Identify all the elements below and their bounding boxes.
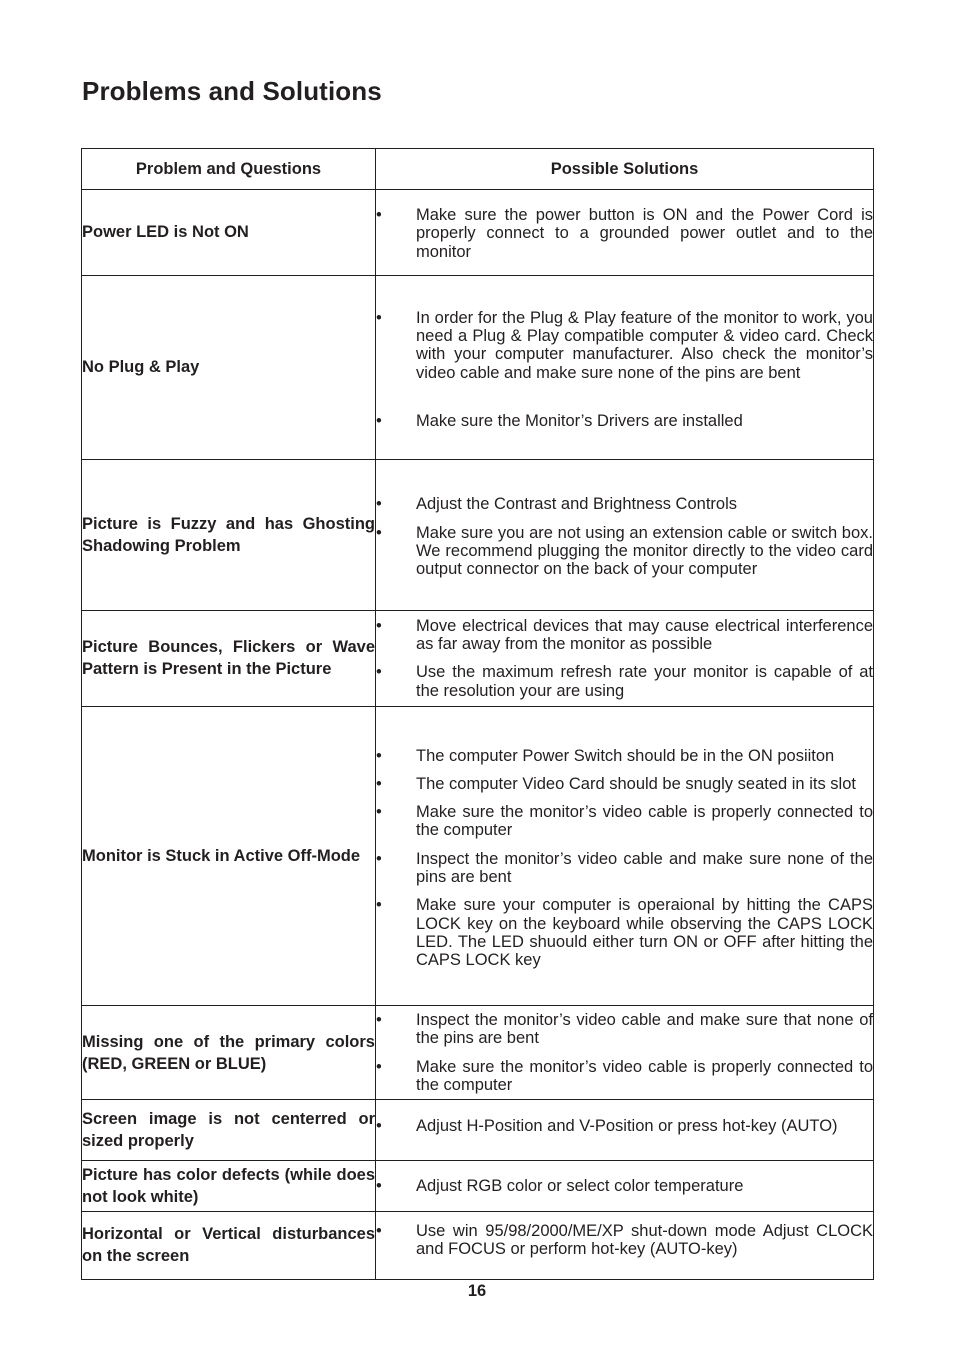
table-header-row xyxy=(82,149,874,190)
page-number: 16 xyxy=(467,1282,487,1300)
table-row xyxy=(82,190,874,276)
bullet-icon: • xyxy=(376,849,382,868)
solution-text: Use the maximum refresh rate your monitor is capable of at the resolution your are using xyxy=(416,663,873,700)
problem-cell: Screen image is not centerred or sized properly xyxy=(82,1100,376,1161)
problem-cell: Power LED is Not ON xyxy=(82,190,376,276)
bullet-icon: • xyxy=(376,308,382,327)
bullet-icon: • xyxy=(376,1222,382,1241)
problems-solutions-table xyxy=(81,148,874,1280)
bullet-icon: • xyxy=(376,896,382,915)
solutions-cell xyxy=(376,1100,874,1161)
problem-cell: No Plug & Play xyxy=(82,275,376,459)
table-row xyxy=(82,459,874,610)
bullet-icon: • xyxy=(376,1057,382,1076)
bullet-icon: • xyxy=(376,1176,382,1195)
solutions-cell xyxy=(376,707,874,1006)
solutions-list xyxy=(376,206,873,261)
solutions-list xyxy=(376,1222,873,1259)
solution-item xyxy=(376,1177,873,1195)
solution-text: Make sure the monitor’s video cable is properly connected to the computer xyxy=(416,803,873,840)
solutions-list xyxy=(376,747,873,970)
solutions-cell xyxy=(376,610,874,706)
solution-item xyxy=(376,206,873,261)
solution-text: Make sure the Monitor’s Drivers are installed xyxy=(416,411,743,430)
problem-cell: Picture has color defects (while does not look white) xyxy=(82,1161,376,1212)
solutions-list xyxy=(376,309,873,430)
problem-cell: Monitor is Stuck in Active Off-Mode xyxy=(82,707,376,1006)
solution-text: Move electrical devices that may cause electrical interference as far away from the monitor as possible xyxy=(416,616,873,654)
table-row xyxy=(82,1006,874,1100)
solutions-cell xyxy=(376,275,874,459)
table-row xyxy=(82,707,874,1006)
header-solutions: Possible Solutions xyxy=(376,149,874,190)
table-row xyxy=(82,610,874,706)
bullet-icon: • xyxy=(376,663,382,682)
solutions-cell xyxy=(376,190,874,276)
problem-cell: Picture Bounces, Flickers or Wave Pattern is Present in the Picture xyxy=(82,610,376,706)
bullet-icon: • xyxy=(376,1010,382,1029)
solution-text: Adjust RGB color or select color temperature xyxy=(416,1176,744,1195)
solution-text: The computer Video Card should be snugly seated in its slot xyxy=(416,774,856,793)
solution-item xyxy=(376,617,873,654)
solutions-cell xyxy=(376,459,874,610)
solutions-list xyxy=(376,1011,873,1094)
solution-text: Inspect the monitor’s video cable and make sure none of the pins are bent xyxy=(416,849,873,887)
solution-text: Make sure the power button is ON and the Power Cord is properly connect to a grounded power outlet and to the monitor xyxy=(416,206,873,261)
solutions-list xyxy=(376,1117,873,1135)
solution-item xyxy=(376,495,873,513)
solution-text: The computer Power Switch should be in the ON posiiton xyxy=(416,746,835,765)
solution-item xyxy=(376,524,873,579)
bullet-icon: • xyxy=(376,523,382,542)
solution-item xyxy=(376,896,873,969)
solution-item xyxy=(376,850,873,887)
solution-item xyxy=(376,663,873,700)
problem-cell: Missing one of the primary colors (RED, GREEN or BLUE) xyxy=(82,1006,376,1100)
solution-item xyxy=(376,412,873,430)
table-row xyxy=(82,275,874,459)
solution-text: Adjust H-Position and V-Position or press hot-key (AUTO) xyxy=(416,1116,838,1135)
solution-text: Adjust the Contrast and Brightness Controls xyxy=(416,495,738,514)
solution-text: Make sure the monitor’s video cable is properly connected to the computer xyxy=(416,1057,873,1094)
bullet-icon: • xyxy=(376,206,382,224)
bullet-icon: • xyxy=(376,746,382,765)
bullet-icon: • xyxy=(376,411,382,430)
solutions-cell xyxy=(376,1161,874,1212)
solution-item xyxy=(376,1117,873,1135)
solution-item xyxy=(376,1011,873,1048)
page-title: Problems and Solutions xyxy=(82,76,382,106)
solution-text: Inspect the monitor’s video cable and make sure that none of the pins are bent xyxy=(416,1010,873,1048)
table-row xyxy=(82,1161,874,1212)
bullet-icon: • xyxy=(376,774,382,793)
bullet-icon: • xyxy=(376,803,382,822)
problem-cell: Picture is Fuzzy and has Ghosting Shadowing Problem xyxy=(82,459,376,610)
header-problem: Problem and Questions xyxy=(82,149,376,190)
solution-item xyxy=(376,1058,873,1095)
solution-item xyxy=(376,775,873,793)
solutions-cell xyxy=(376,1212,874,1280)
solution-text: Make sure you are not using an extension cable or switch box. We recommend plugging the monitor directly to the video card output connector on the back of your computer xyxy=(416,523,873,579)
table-row xyxy=(82,1212,874,1280)
solutions-list xyxy=(376,495,873,578)
solution-item xyxy=(376,747,873,765)
solution-item xyxy=(376,309,873,382)
table-row xyxy=(82,1100,874,1161)
solutions-list xyxy=(376,1177,873,1195)
solution-text: Use win 95/98/2000/ME/XP shut-down mode Adjust CLOCK and FOCUS or perform hot-key (AUTO-key) xyxy=(416,1222,873,1259)
bullet-icon: • xyxy=(376,495,382,514)
solution-text: Make sure your computer is operaional by hitting the CAPS LOCK key on the keyboard while observing the CAPS LOCK LED. The LED shuould either turn ON or OFF after hitting the CAPS LOCK key xyxy=(416,896,873,970)
solution-item xyxy=(376,1222,873,1259)
solutions-list xyxy=(376,617,873,700)
solution-item xyxy=(376,803,873,840)
bullet-icon: • xyxy=(376,1116,382,1135)
solutions-cell xyxy=(376,1006,874,1100)
bullet-icon: • xyxy=(376,616,382,635)
solution-text: In order for the Plug & Play feature of the monitor to work, you need a Plug & Play compatible computer & video card. Check with your computer manufacturer. Also check the monitor’s video cable and make sure none of the pins are bent xyxy=(416,308,873,382)
problem-cell: Horizontal or Vertical disturbances on the screen xyxy=(82,1212,376,1280)
